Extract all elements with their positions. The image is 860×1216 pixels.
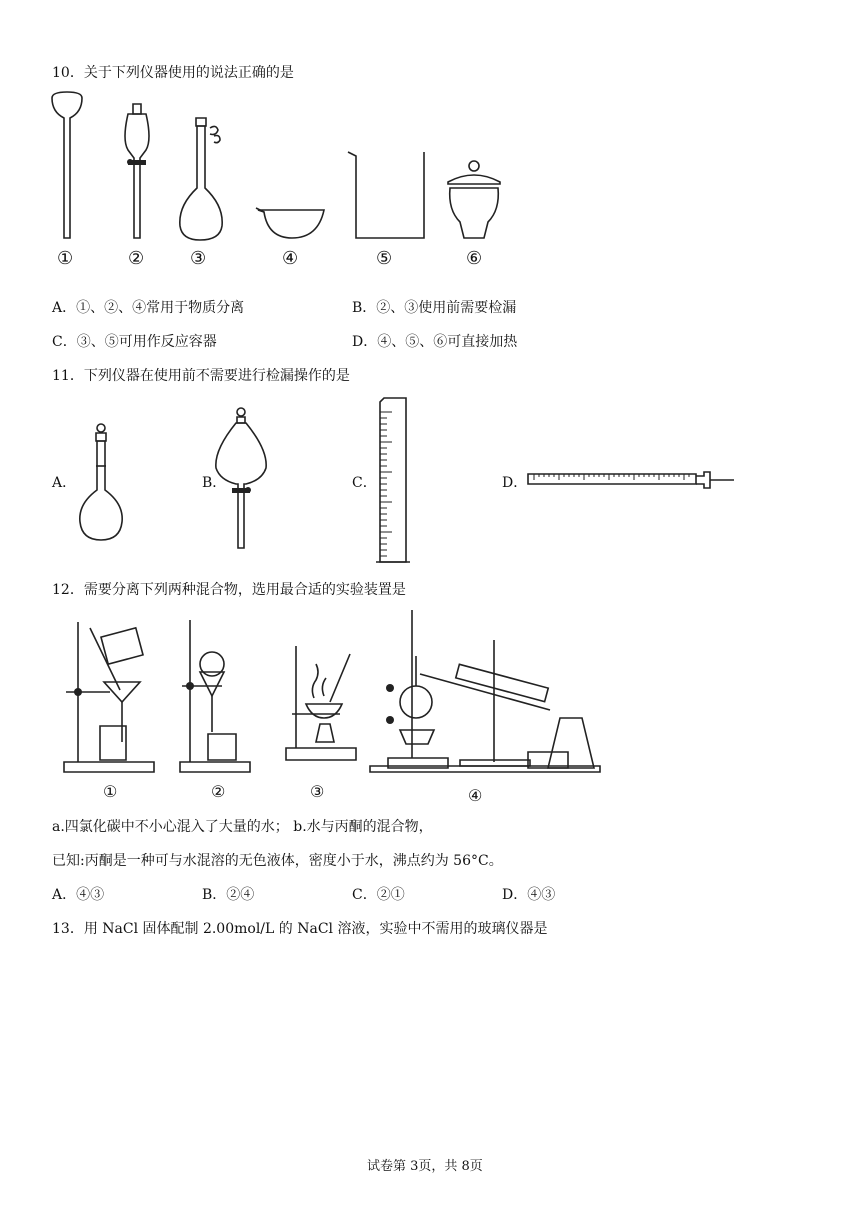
q12-label-1: ① (103, 782, 118, 801)
q12-option-b[interactable]: B．②④ (202, 887, 255, 903)
q12-option-c[interactable]: C．②① (352, 887, 405, 903)
q10-option-c[interactable]: C．③、⑤可用作反应容器 (52, 334, 217, 350)
q10-option-a[interactable]: A．①、②、④常用于物质分离 (52, 300, 245, 316)
q10-label-4: ④ (282, 248, 299, 269)
q12-option-d[interactable]: D．④③ (502, 887, 556, 903)
q10-option-b[interactable]: B．②、③使用前需要检漏 (352, 300, 517, 316)
question-13-stem: 13．用 NaCl 固体配制 2.00mol/L 的 NaCl 溶液，实验中不需用的玻璃仪器是 (52, 921, 548, 937)
page-footer: 试卷第 3页，共 8页 (367, 1159, 483, 1174)
q10-label-2: ② (128, 248, 145, 269)
filtration-setup-icon (64, 622, 154, 772)
q11-option-a[interactable]: A． (52, 475, 77, 491)
q12-label-3: ③ (310, 782, 325, 801)
q10-option-d[interactable]: D．④、⑤、⑥可直接加热 (352, 334, 518, 350)
separation-funnel-setup-icon (180, 620, 250, 772)
q11-option-c[interactable]: C． (352, 475, 377, 491)
q10-label-5: ⑤ (376, 248, 393, 269)
q12-label-4: ④ (468, 786, 483, 805)
q12-option-a[interactable]: A．④③ (52, 887, 105, 903)
question-10-stem: 10．关于下列仪器使用的说法正确的是 (52, 65, 294, 81)
q12-mixture-description: a.四氯化碳中不小心混入了大量的水； b.水与丙酮的混合物， (52, 819, 433, 835)
distillation-setup-icon (370, 610, 600, 772)
q10-label-6: ⑥ (466, 248, 483, 269)
evaporation-setup-icon (286, 646, 356, 760)
q11-option-d[interactable]: D． (502, 475, 528, 491)
q10-label-3: ③ (190, 248, 207, 269)
q10-label-1: ① (57, 248, 74, 269)
question-11-stem: 11．下列仪器在使用前不需要进行检漏操作的是 (52, 368, 350, 384)
question-12-stem: 12．需要分离下列两种混合物，选用最合适的实验装置是 (52, 582, 406, 598)
q12-known-info: 已知:丙酮是一种可与水混溶的无色液体，密度小于水，沸点约为 56°C。 (52, 853, 503, 869)
q12-label-2: ② (211, 782, 226, 801)
q11-option-b[interactable]: B． (202, 475, 227, 491)
